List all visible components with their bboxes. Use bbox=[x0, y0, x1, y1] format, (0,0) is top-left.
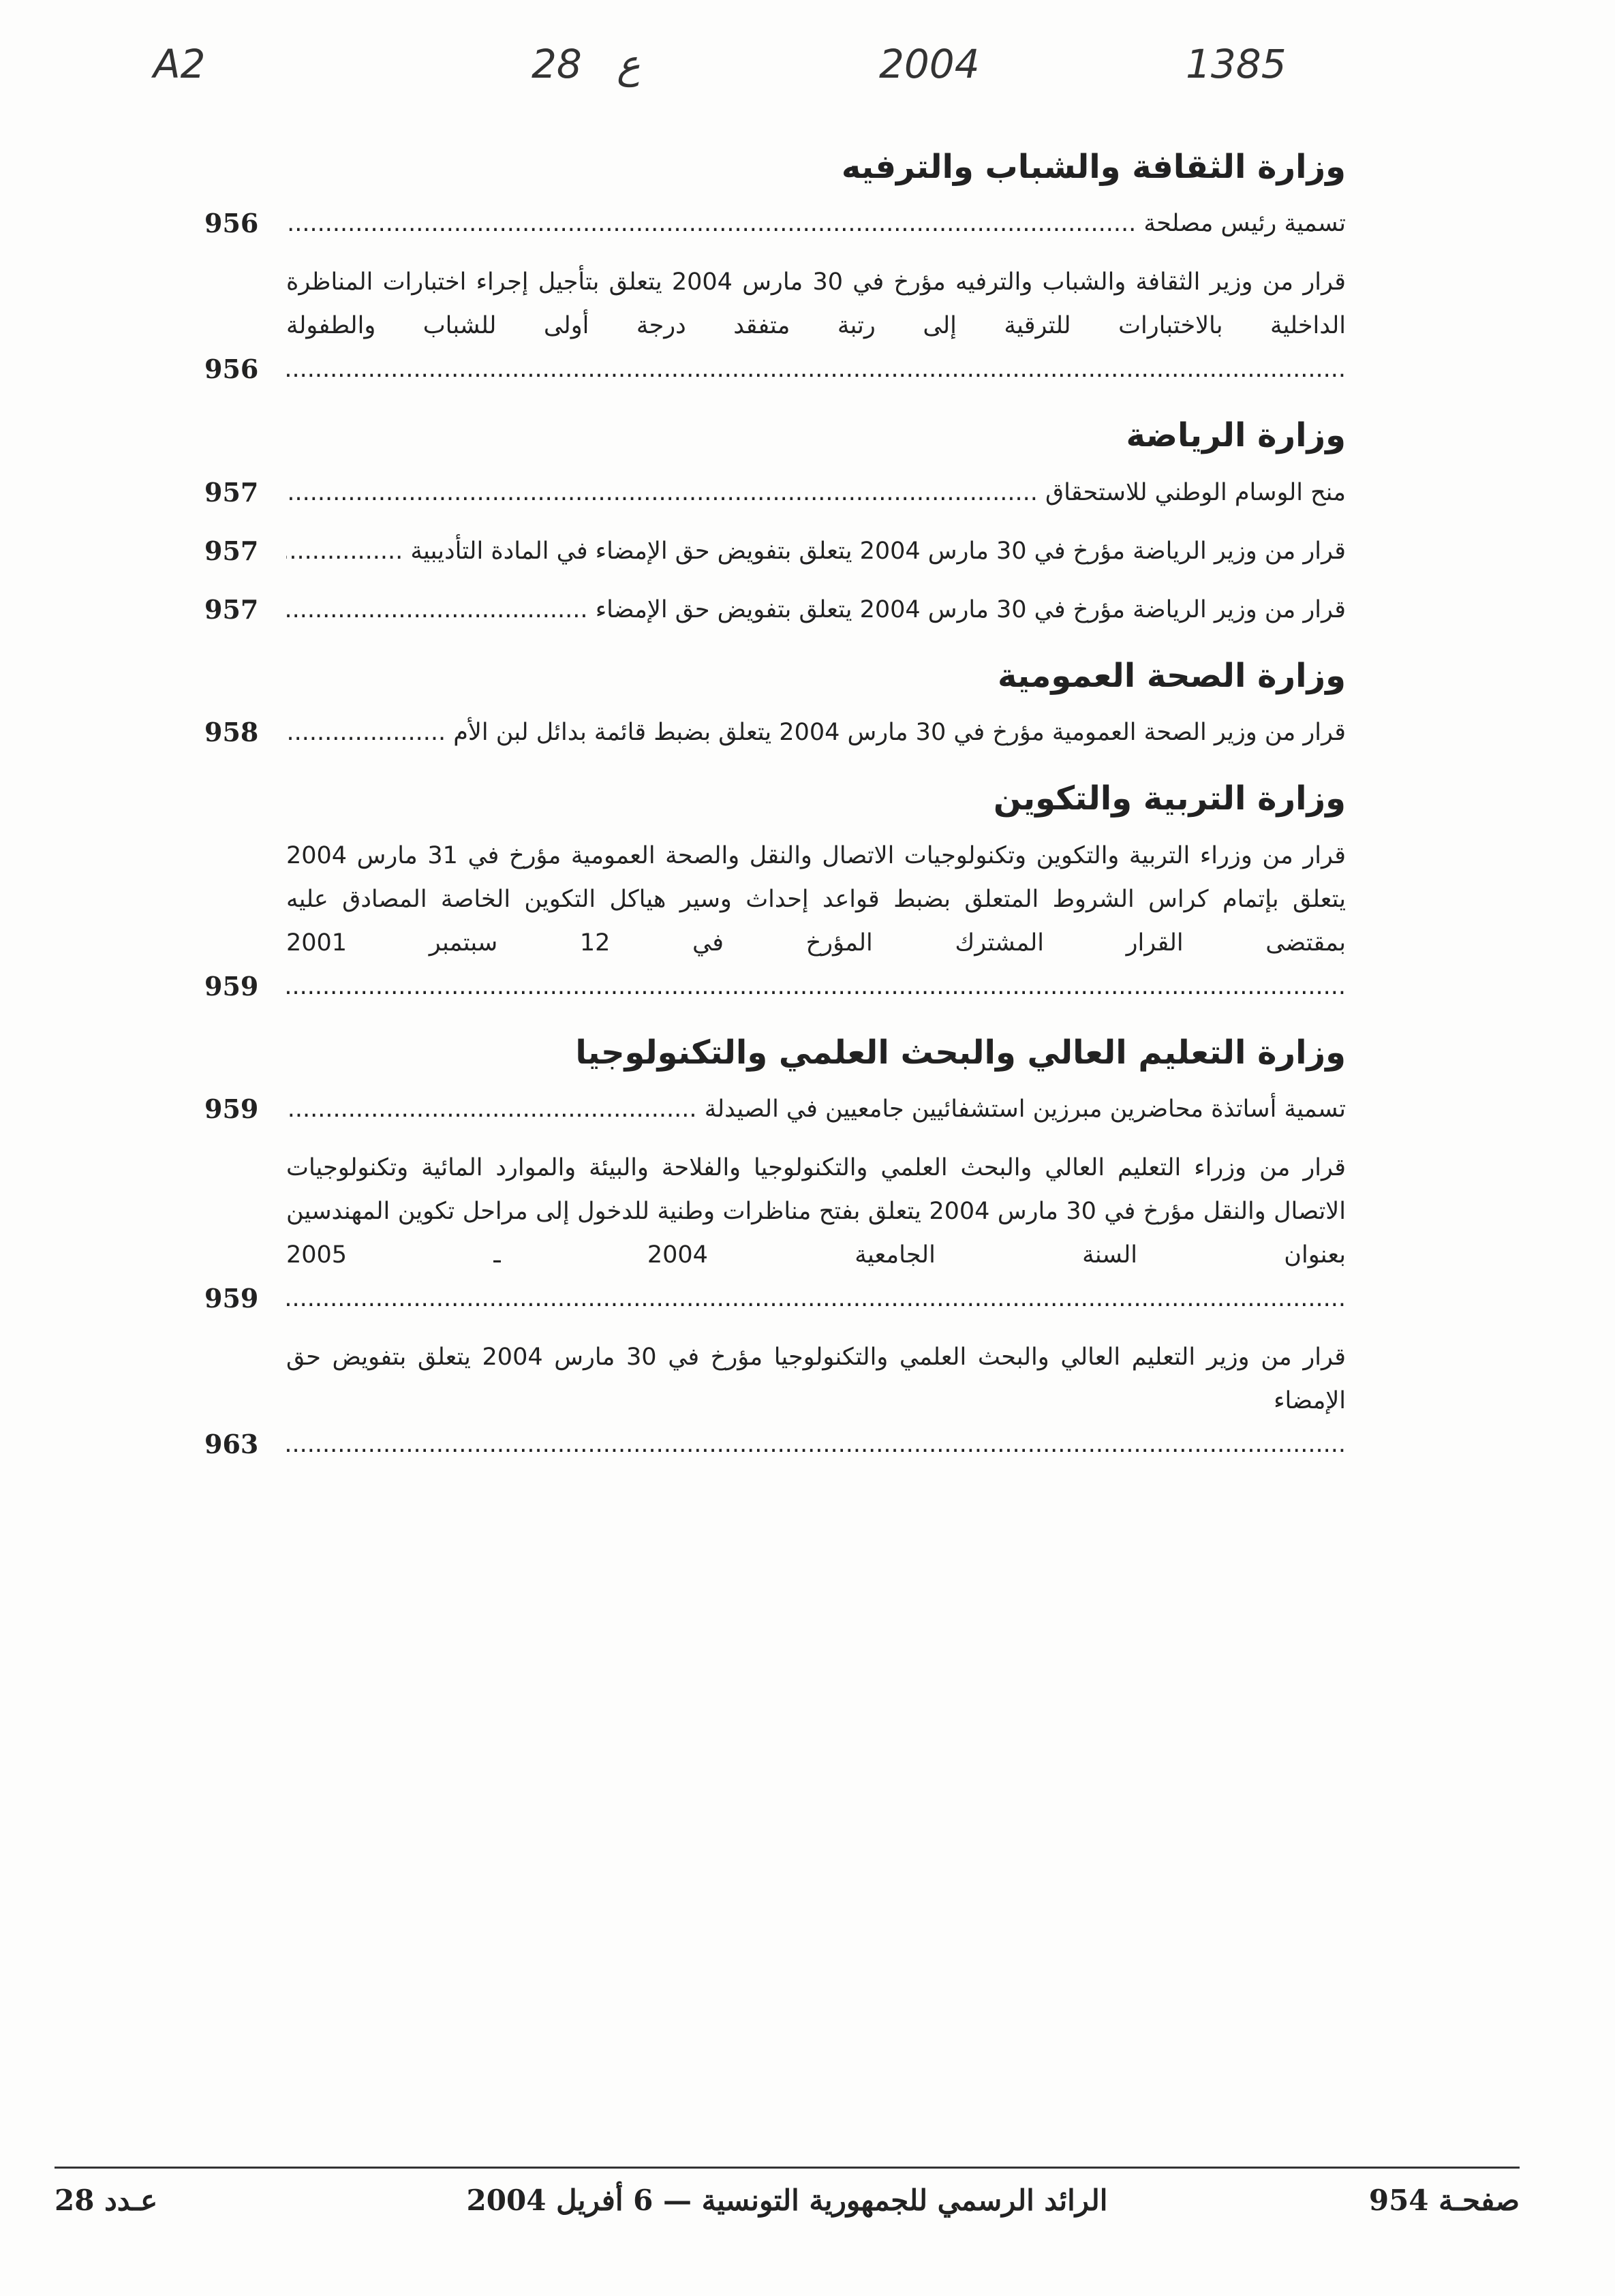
toc-entry bbox=[204, 711, 1346, 754]
toc-section bbox=[204, 777, 1346, 1008]
handwritten-mark-a2: A2 bbox=[153, 41, 206, 87]
entry-page-number: 957 bbox=[204, 476, 259, 508]
toc-entry bbox=[204, 588, 1346, 632]
entry-page-number: 959 bbox=[204, 970, 259, 1002]
handwritten-mark-letter: ع bbox=[617, 41, 641, 87]
entry-text: قرار من وزير الثقافة والشباب والترفيه مؤرخ في 30 مارس 2004 يتعلق بتأجيل إجراء اختبارات المناظرة الداخلية بالاختبارات للترقية إلى رتبة متفقد درجة أولى للشباب والطفولة ..... bbox=[286, 260, 1346, 391]
section-title: وزارة التعليم العالي والبحث العلمي والتكنولوجيا bbox=[575, 1033, 1346, 1072]
handwritten-mark-number: 1385 bbox=[1186, 41, 1287, 87]
toc-entry bbox=[204, 834, 1346, 1008]
toc-section bbox=[204, 655, 1346, 754]
toc-section bbox=[204, 1031, 1346, 1466]
section-title: وزارة الصحة العمومية bbox=[997, 656, 1346, 695]
toc-entry bbox=[204, 529, 1346, 573]
handwritten-mark-issue: 28 bbox=[532, 41, 582, 87]
footer-issue-number: عـدد 28 bbox=[55, 2184, 158, 2217]
entry-text: قرار من وزراء التربية والتكوين وتكنولوجيات الاتصال والنقل والصحة العمومية مؤرخ في 31 مارس 2004 يتعلق بإتمام كراس الشروط المتعلق بضبط قواعد إحداث وسير هياكل التكوين الخاصة المصادق عليه بمقتضى القرار المشترك المؤرخ في 12 سبتمبر 2001 ..... bbox=[286, 834, 1346, 1008]
entry-page-number: 957 bbox=[204, 593, 259, 625]
entry-text: تسمية أساتذة محاضرين مبرزين استشفائيين جامعيين في الصيدلة ..... bbox=[286, 1087, 1346, 1131]
entry-page-number: 956 bbox=[204, 354, 259, 385]
footer-journal-title: الرائد الرسمي للجمهورية التونسية — 6 أفريل 2004 bbox=[466, 2184, 1108, 2217]
toc-entry bbox=[204, 202, 1346, 245]
page-footer bbox=[55, 2184, 1520, 2224]
entry-text: قرار من وزير الرياضة مؤرخ في 30 مارس 2004 يتعلق بتفويض حق الإمضاء ..... bbox=[286, 588, 1346, 632]
section-title: وزارة الثقافة والشباب والترفيه bbox=[841, 148, 1346, 186]
entry-text: قرار من وزراء التعليم العالي والبحث العلمي والتكنولوجيا والفلاحة والبيئة والموارد المائية وتكنولوجيات الاتصال والنقل مؤرخ في 30 مارس 2004 يتعلق بفتح مناظرات وطنية للدخول إلى مراحل تكوين المهندسين بعنوان السنة الجامعية 2004 ـ 2005 ..... bbox=[286, 1146, 1346, 1320]
entry-page-number: 959 bbox=[204, 1282, 259, 1314]
toc-section bbox=[204, 414, 1346, 631]
footer-divider bbox=[55, 2167, 1520, 2169]
footer-page-number: صفحـة 954 bbox=[1368, 2184, 1520, 2217]
toc-entry bbox=[204, 1335, 1346, 1466]
entry-text: تسمية رئيس مصلحة ..... bbox=[286, 202, 1346, 245]
entry-text: قرار من وزير الرياضة مؤرخ في 30 مارس 2004 يتعلق بتفويض حق الإمضاء في المادة التأديبية ..... bbox=[286, 529, 1346, 573]
entry-text: قرار من وزير الصحة العمومية مؤرخ في 30 مارس 2004 يتعلق بضبط قائمة بدائل لبن الأم ..... bbox=[286, 711, 1346, 754]
entry-page-number: 958 bbox=[204, 717, 259, 748]
toc-entry bbox=[204, 1146, 1346, 1320]
table-of-contents bbox=[204, 123, 1346, 1481]
entry-text: قرار من وزير التعليم العالي والبحث العلمي والتكنولوجيا مؤرخ في 30 مارس 2004 يتعلق بتفويض حق الإمضاء ..... bbox=[286, 1335, 1346, 1466]
entry-page-number: 956 bbox=[204, 208, 259, 239]
handwritten-mark-year: 2004 bbox=[879, 41, 980, 87]
toc-section bbox=[204, 146, 1346, 391]
toc-entry bbox=[204, 471, 1346, 514]
entry-page-number: 957 bbox=[204, 535, 259, 566]
toc-entry bbox=[204, 260, 1346, 391]
entry-page-number: 963 bbox=[204, 1428, 259, 1459]
toc-entry bbox=[204, 1087, 1346, 1131]
entry-text: منح الوسام الوطني للاستحقاق ..... bbox=[286, 471, 1346, 514]
entry-page-number: 959 bbox=[204, 1093, 259, 1124]
section-title: وزارة الرياضة bbox=[1126, 416, 1346, 455]
section-title: وزارة التربية والتكوين bbox=[993, 779, 1346, 818]
